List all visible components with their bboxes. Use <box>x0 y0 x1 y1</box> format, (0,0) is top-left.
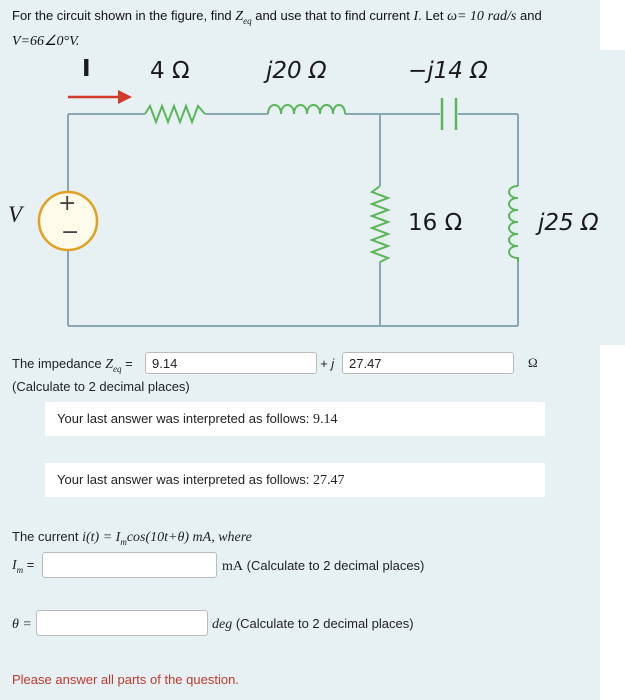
source-plus: + <box>58 191 77 216</box>
interpretation-box-real: Your last answer was interpreted as follows: 9.14 <box>45 402 545 436</box>
im-label: $I_m$ = <box>12 557 35 575</box>
circuit-figure <box>0 50 625 345</box>
interpretation-box-imag: Your last answer was interpreted as follows: 27.47 <box>45 463 545 497</box>
resistor-16-ohm <box>372 186 388 262</box>
inductor-j25 <box>509 186 518 262</box>
l2-label: j25 Ω <box>538 210 599 236</box>
source-minus: − <box>61 220 80 245</box>
theta-unit-note: deg (Calculate to 2 decimal places) <box>212 616 414 632</box>
theta-label: θ = <box>12 617 32 632</box>
circuit-diagram <box>0 50 625 345</box>
current-formula: The current $i(t) = I_m\cos(10t+\theta)$ mA, where <box>12 529 252 547</box>
l1-label: j20 Ω <box>266 58 327 84</box>
impedance-imag-input[interactable] <box>342 352 514 374</box>
impedance-label: The impedance $Z_{eq}$ = <box>12 356 133 374</box>
inductor-j20 <box>268 105 345 114</box>
impedance-precision-note: (Calculate to 2 decimal places) <box>12 379 190 394</box>
capacitor-minus-j14 <box>442 98 456 130</box>
resistor-4-ohm <box>145 106 205 122</box>
im-input[interactable] <box>42 552 217 578</box>
r2-label: 16 Ω <box>408 210 463 236</box>
impedance-real-input[interactable] <box>145 352 317 374</box>
incomplete-warning: Please answer all parts of the question. <box>12 672 239 687</box>
current-label: I <box>82 56 91 82</box>
ohm-unit: Ω <box>528 355 538 370</box>
c1-label: −j14 Ω <box>408 58 488 84</box>
im-unit-note: mA (Calculate to 2 decimal places) <box>222 558 425 574</box>
plus-j-label: + j <box>320 356 335 371</box>
source-label: V <box>8 202 23 227</box>
r1-label: 4 Ω <box>150 58 190 84</box>
question-text: For the circuit shown in the figure, find $Z_{eq}$ and use that to find current I. Let ω= 10 rad/s and V=66∠0°V. <box>12 8 542 49</box>
theta-input[interactable] <box>36 610 208 636</box>
current-arrow-head <box>118 90 132 104</box>
